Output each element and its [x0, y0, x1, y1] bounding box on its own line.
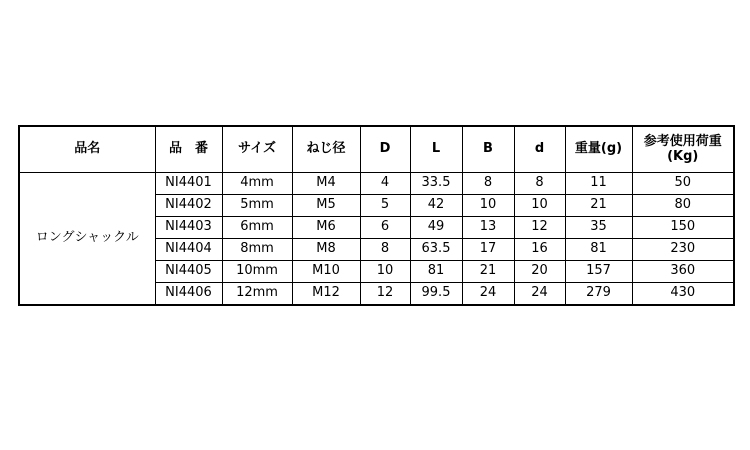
cell-load: 230	[632, 239, 734, 261]
cell-weight: 279	[565, 283, 632, 306]
cell-b: 21	[462, 261, 514, 283]
header-b: B	[462, 126, 514, 173]
cell-weight: 35	[565, 217, 632, 239]
header-weight: 重量(g)	[565, 126, 632, 173]
cell-thread: M8	[292, 239, 360, 261]
cell-part-no: NI4405	[155, 261, 222, 283]
cell-size: 8mm	[222, 239, 292, 261]
cell-l: 81	[410, 261, 462, 283]
cell-part-no: NI4401	[155, 173, 222, 195]
cell-load: 150	[632, 217, 734, 239]
cell-d-upper: 4	[360, 173, 410, 195]
cell-size: 4mm	[222, 173, 292, 195]
cell-part-no: NI4406	[155, 283, 222, 306]
cell-b: 17	[462, 239, 514, 261]
cell-load: 430	[632, 283, 734, 306]
cell-size: 10mm	[222, 261, 292, 283]
cell-l: 42	[410, 195, 462, 217]
cell-d-upper: 6	[360, 217, 410, 239]
cell-d-lower: 12	[514, 217, 565, 239]
cell-b: 13	[462, 217, 514, 239]
cell-d-lower: 24	[514, 283, 565, 306]
cell-thread: M12	[292, 283, 360, 306]
cell-thread: M10	[292, 261, 360, 283]
header-load: 参考使用荷重(Kg)	[632, 126, 734, 173]
cell-d-lower: 10	[514, 195, 565, 217]
cell-part-no: NI4404	[155, 239, 222, 261]
header-name: 品名	[19, 126, 155, 173]
header-thread: ねじ径	[292, 126, 360, 173]
cell-thread: M6	[292, 217, 360, 239]
cell-thread: M5	[292, 195, 360, 217]
spec-table	[18, 125, 735, 306]
cell-b: 24	[462, 283, 514, 306]
product-name-cell: ロングシャックル	[19, 173, 155, 306]
cell-part-no: NI4403	[155, 217, 222, 239]
cell-d-upper: 8	[360, 239, 410, 261]
cell-b: 10	[462, 195, 514, 217]
cell-l: 63.5	[410, 239, 462, 261]
cell-l: 33.5	[410, 173, 462, 195]
header-row	[19, 126, 734, 173]
header-size: サイズ	[222, 126, 292, 173]
cell-weight: 21	[565, 195, 632, 217]
cell-d-upper: 10	[360, 261, 410, 283]
cell-l: 49	[410, 217, 462, 239]
cell-d-upper: 12	[360, 283, 410, 306]
cell-load: 360	[632, 261, 734, 283]
header-d-lower: d	[514, 126, 565, 173]
cell-size: 5mm	[222, 195, 292, 217]
cell-d-upper: 5	[360, 195, 410, 217]
cell-d-lower: 16	[514, 239, 565, 261]
header-l: L	[410, 126, 462, 173]
cell-weight: 157	[565, 261, 632, 283]
cell-size: 6mm	[222, 217, 292, 239]
cell-part-no: NI4402	[155, 195, 222, 217]
header-part-no: 品 番	[155, 126, 222, 173]
cell-d-lower: 20	[514, 261, 565, 283]
cell-l: 99.5	[410, 283, 462, 306]
cell-weight: 11	[565, 173, 632, 195]
cell-d-lower: 8	[514, 173, 565, 195]
cell-size: 12mm	[222, 283, 292, 306]
cell-thread: M4	[292, 173, 360, 195]
table-row	[19, 173, 734, 195]
cell-b: 8	[462, 173, 514, 195]
header-d-upper: D	[360, 126, 410, 173]
cell-load: 50	[632, 173, 734, 195]
cell-weight: 81	[565, 239, 632, 261]
table-body	[19, 173, 734, 306]
cell-load: 80	[632, 195, 734, 217]
